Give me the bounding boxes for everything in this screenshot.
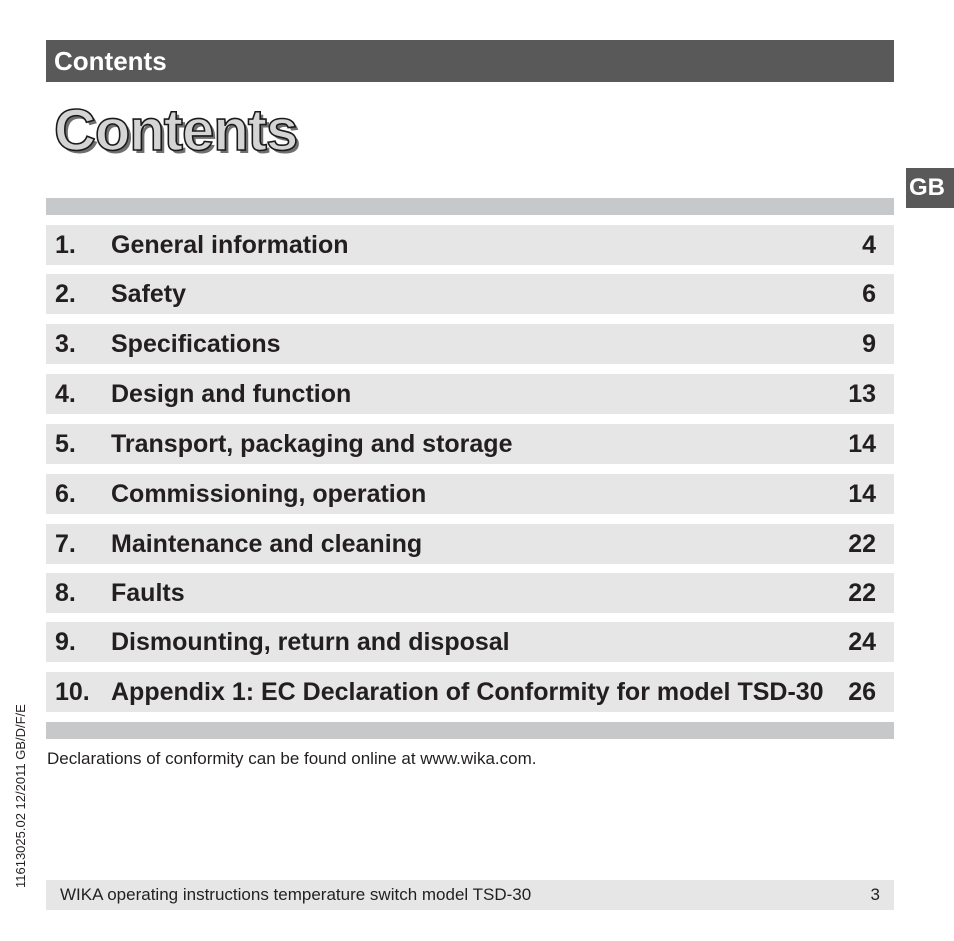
page-title: Contents (54, 98, 298, 163)
language-tab (906, 168, 954, 208)
conformity-note: Declarations of conformity can be found online at www.wika.com. (47, 749, 537, 768)
top-divider (46, 198, 894, 215)
toc-title: Dismounting, return and disposal (111, 628, 510, 656)
footer-text: WIKA operating instructions temperature switch model TSD-30 (60, 885, 532, 904)
toc-row-7[interactable] (46, 524, 894, 564)
toc-page: 4 (862, 231, 876, 259)
toc-row-2[interactable] (46, 274, 894, 314)
toc-page: 9 (862, 330, 876, 358)
toc-row-5[interactable] (46, 424, 894, 464)
toc-number: 8. (55, 579, 76, 607)
toc-number: 1. (55, 231, 76, 259)
toc-page: 22 (848, 530, 876, 558)
toc-page: 6 (862, 280, 876, 308)
toc-page: 22 (848, 579, 876, 607)
toc-title: Maintenance and cleaning (111, 530, 423, 558)
toc-title: Commissioning, operation (111, 480, 427, 508)
toc-number: 7. (55, 530, 76, 558)
toc-row-1[interactable] (46, 225, 894, 265)
toc-title: Faults (111, 579, 185, 607)
document-code: 11613025.02 12/2011 GB/D/F/E (13, 704, 28, 888)
toc-title: Appendix 1: EC Declaration of Conformity for model TSD-30 (111, 678, 824, 706)
toc-number: 10. (55, 678, 90, 706)
toc-title: Design and function (111, 380, 352, 408)
page-footer (46, 880, 894, 910)
toc-row-8[interactable] (46, 573, 894, 613)
toc-row-4[interactable] (46, 374, 894, 414)
toc-row-3[interactable] (46, 324, 894, 364)
toc-page: 13 (848, 380, 876, 408)
toc-title: Specifications (111, 330, 281, 358)
toc-number: 3. (55, 330, 76, 358)
bottom-divider (46, 722, 894, 739)
toc-number: 9. (55, 628, 76, 656)
toc-title: Transport, packaging and storage (111, 430, 513, 458)
section-header-title: Contents (54, 46, 167, 76)
toc-number: 4. (55, 380, 76, 408)
toc-number: 6. (55, 480, 76, 508)
toc-row-6[interactable] (46, 474, 894, 514)
toc-title: General information (111, 231, 349, 259)
toc-page: 26 (848, 678, 876, 706)
toc-page: 24 (848, 628, 876, 656)
toc-row-10[interactable] (46, 672, 894, 712)
toc-row-9[interactable] (46, 622, 894, 662)
toc-number: 5. (55, 430, 76, 458)
footer-page-number: 3 (870, 885, 880, 904)
language-tab-label: GB (909, 174, 945, 201)
toc-page: 14 (848, 430, 876, 458)
toc-number: 2. (55, 280, 76, 308)
section-header (46, 40, 894, 82)
toc-title: Safety (111, 280, 187, 308)
toc-page: 14 (848, 480, 876, 508)
